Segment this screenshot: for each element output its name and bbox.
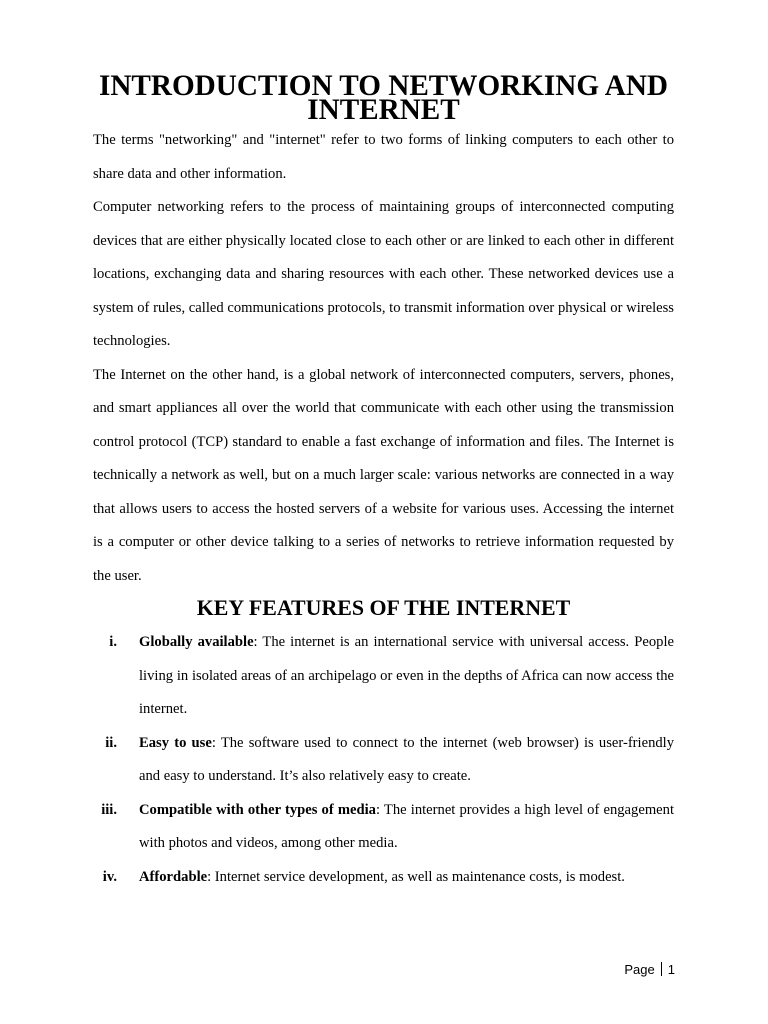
feature-description: : The internet provides a high level of engagement with photos and videos, among other media. xyxy=(139,801,674,851)
feature-item xyxy=(93,727,674,794)
feature-term: Easy to use xyxy=(139,734,212,751)
page-number-divider xyxy=(661,962,662,976)
page-footer xyxy=(624,962,675,977)
feature-numeral: ii. xyxy=(105,734,117,751)
feature-description: : The software used to connect to the internet (web browser) is user-friendly and easy to understand. It’s also relatively easy to create. xyxy=(139,734,675,784)
feature-term: Affordable xyxy=(139,868,208,885)
document-title: INTRODUCTION TO NETWORKING AND INTERNET xyxy=(99,70,668,126)
features-heading: KEY FEATURES OF THE INTERNET xyxy=(196,595,571,620)
feature-term: Globally available xyxy=(139,634,254,650)
document-body xyxy=(93,70,675,894)
feature-item xyxy=(93,794,674,861)
internet-paragraph: The Internet on the other hand, is a global network of interconnected computers, servers, phones, and smart appliances all over the world that communicate with each other using the transmission control protocol (TCP) standard to enable a fast exchange of information and files. The Internet is technically a network as well, but on a much larger scale: various networks are connected in a way that allows users to access the hosted servers of a website for various uses. Accessing the internet is a computer or other device talking to a series of networks to retrieve information requested by the user. xyxy=(93,366,674,584)
intro-paragraph: The terms "networking" and "internet" refer to two forms of linking computers to each other to share data and other information. xyxy=(93,132,674,182)
networking-paragraph: Computer networking refers to the process of maintaining groups of interconnected computing devices that are either physically located close to each other or are linked to each other in different locations, exchanging data and sharing resources with each other. These networked devices use a system of rules, called communications protocols, to transmit information over physical or wireless technologies. xyxy=(93,199,674,349)
page-label: Page xyxy=(624,962,655,977)
feature-description: : Internet service development, as well as maintenance costs, is modest. xyxy=(207,868,625,885)
feature-numeral: i. xyxy=(109,634,117,650)
feature-term: Compatible with other types of media xyxy=(139,801,376,818)
page-number: 1 xyxy=(667,962,675,977)
feature-description: : The internet is an international service with universal access. People living in isolated areas of an archipelago or even in the depths of Africa can now access the internet. xyxy=(139,634,674,717)
feature-numeral: iv. xyxy=(102,868,117,885)
features-list xyxy=(93,626,674,894)
feature-item xyxy=(93,626,674,727)
feature-numeral: iii. xyxy=(101,801,117,818)
feature-item xyxy=(93,861,674,895)
